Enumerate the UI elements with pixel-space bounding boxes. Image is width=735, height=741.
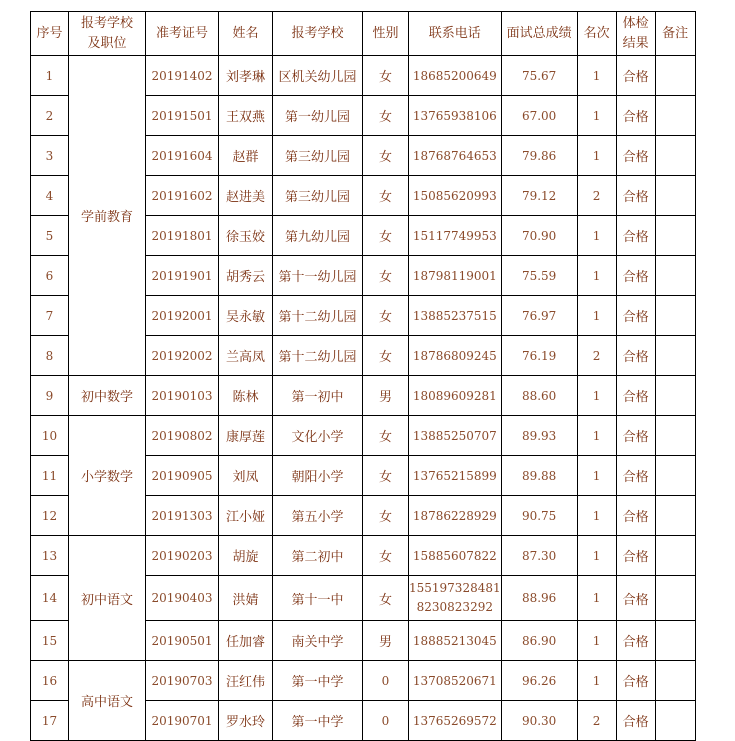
- cell-rank: 1: [577, 456, 616, 496]
- header-health-line1: 体检: [622, 15, 649, 31]
- cell-score: 75.59: [501, 256, 577, 296]
- cell-remark: [655, 576, 695, 621]
- cell-health: 合格: [616, 496, 655, 536]
- cell-gender: 女: [363, 456, 409, 496]
- cell-seq: 13: [31, 536, 69, 576]
- cell-position-group: 小学数学: [69, 416, 146, 536]
- interview-results-table: [30, 11, 696, 741]
- cell-school: 第二初中: [273, 536, 363, 576]
- cell-seq: 2: [31, 96, 69, 136]
- cell-remark: [655, 701, 695, 741]
- cell-school: 第一中学: [273, 701, 363, 741]
- cell-health: 合格: [616, 456, 655, 496]
- cell-phone: 18685200649: [409, 56, 502, 96]
- cell-remark: [655, 496, 695, 536]
- cell-health: 合格: [616, 216, 655, 256]
- cell-school: 南关中学: [273, 621, 363, 661]
- cell-exam-id: 20190501: [146, 621, 219, 661]
- cell-school: 第五小学: [273, 496, 363, 536]
- cell-phone: 13885250707: [409, 416, 502, 456]
- cell-score: 88.60: [501, 376, 577, 416]
- table-row: [31, 536, 696, 576]
- cell-health: 合格: [616, 176, 655, 216]
- cell-seq: 11: [31, 456, 69, 496]
- cell-exam-id: 20190701: [146, 701, 219, 741]
- cell-remark: [655, 256, 695, 296]
- cell-seq: 4: [31, 176, 69, 216]
- cell-phone: 18768764653: [409, 136, 502, 176]
- cell-rank: 1: [577, 56, 616, 96]
- cell-score: 76.97: [501, 296, 577, 336]
- cell-score: 90.30: [501, 701, 577, 741]
- header-position: [69, 12, 146, 56]
- cell-score: 89.88: [501, 456, 577, 496]
- cell-exam-id: 20191604: [146, 136, 219, 176]
- cell-exam-id: 20190802: [146, 416, 219, 456]
- phone-line2: 8230823292: [416, 600, 493, 614]
- cell-rank: 1: [577, 496, 616, 536]
- table-row: [31, 376, 696, 416]
- cell-seq: 14: [31, 576, 69, 621]
- cell-exam-id: 20190103: [146, 376, 219, 416]
- cell-gender: 女: [363, 576, 409, 621]
- cell-phone: 15085620993: [409, 176, 502, 216]
- cell-rank: 2: [577, 701, 616, 741]
- cell-rank: 1: [577, 536, 616, 576]
- cell-name: 罗水玲: [219, 701, 273, 741]
- cell-rank: 1: [577, 136, 616, 176]
- cell-name: 王双燕: [219, 96, 273, 136]
- cell-school: 第九幼儿园: [273, 216, 363, 256]
- cell-score: 76.19: [501, 336, 577, 376]
- header-gender: 性别: [363, 12, 409, 56]
- cell-health: 合格: [616, 416, 655, 456]
- table-row: [31, 56, 696, 96]
- cell-score: 75.67: [501, 56, 577, 96]
- cell-health: 合格: [616, 256, 655, 296]
- cell-position-group: 初中数学: [69, 376, 146, 416]
- cell-name: 刘孝琳: [219, 56, 273, 96]
- cell-school: 第一幼儿园: [273, 96, 363, 136]
- cell-gender: 女: [363, 96, 409, 136]
- cell-gender: 女: [363, 216, 409, 256]
- cell-gender: 男: [363, 376, 409, 416]
- cell-phone: 13708520671: [409, 661, 502, 701]
- cell-exam-id: 20190703: [146, 661, 219, 701]
- cell-school: 第三幼儿园: [273, 136, 363, 176]
- cell-remark: [655, 416, 695, 456]
- cell-remark: [655, 296, 695, 336]
- cell-rank: 1: [577, 216, 616, 256]
- cell-score: 70.90: [501, 216, 577, 256]
- cell-phone: 18089609281: [409, 376, 502, 416]
- cell-health: 合格: [616, 336, 655, 376]
- header-health: [616, 12, 655, 56]
- cell-remark: [655, 96, 695, 136]
- cell-phone: 13885237515: [409, 296, 502, 336]
- cell-health: 合格: [616, 96, 655, 136]
- cell-remark: [655, 376, 695, 416]
- cell-gender: 女: [363, 256, 409, 296]
- cell-score: 79.12: [501, 176, 577, 216]
- cell-phone: 18885213045: [409, 621, 502, 661]
- cell-phone: 15117749953: [409, 216, 502, 256]
- cell-score: 87.30: [501, 536, 577, 576]
- cell-school: 第三幼儿园: [273, 176, 363, 216]
- cell-score: 79.86: [501, 136, 577, 176]
- cell-name: 任加睿: [219, 621, 273, 661]
- cell-phone: 15885607822: [409, 536, 502, 576]
- cell-name: 赵群: [219, 136, 273, 176]
- cell-remark: [655, 56, 695, 96]
- header-phone: 联系电话: [409, 12, 502, 56]
- cell-score: 96.26: [501, 661, 577, 701]
- cell-score: 88.96: [501, 576, 577, 621]
- cell-exam-id: 20191602: [146, 176, 219, 216]
- cell-phone: 13765938106: [409, 96, 502, 136]
- header-seq: 序号: [31, 12, 69, 56]
- header-rank: 名次: [577, 12, 616, 56]
- cell-exam-id: 20190403: [146, 576, 219, 621]
- cell-seq: 1: [31, 56, 69, 96]
- cell-seq: 8: [31, 336, 69, 376]
- cell-school: 第十二幼儿园: [273, 296, 363, 336]
- cell-school: 文化小学: [273, 416, 363, 456]
- cell-name: 康厚莲: [219, 416, 273, 456]
- cell-seq: 10: [31, 416, 69, 456]
- cell-gender: 女: [363, 536, 409, 576]
- cell-position-group: 初中语文: [69, 536, 146, 661]
- cell-name: 兰高凤: [219, 336, 273, 376]
- cell-gender: 女: [363, 496, 409, 536]
- cell-name: 赵进美: [219, 176, 273, 216]
- header-exam-id: 准考证号: [146, 12, 219, 56]
- cell-name: 汪红伟: [219, 661, 273, 701]
- header-score: 面试总成绩: [501, 12, 577, 56]
- cell-remark: [655, 216, 695, 256]
- cell-rank: 1: [577, 661, 616, 701]
- cell-remark: [655, 336, 695, 376]
- cell-gender: 女: [363, 336, 409, 376]
- cell-name: 洪婧: [219, 576, 273, 621]
- cell-exam-id: 20192002: [146, 336, 219, 376]
- cell-phone: 13765215899: [409, 456, 502, 496]
- cell-school: 朝阳小学: [273, 456, 363, 496]
- cell-phone: 18786228929: [409, 496, 502, 536]
- cell-exam-id: 20191402: [146, 56, 219, 96]
- cell-exam-id: 20191801: [146, 216, 219, 256]
- cell-school: 区机关幼儿园: [273, 56, 363, 96]
- cell-health: 合格: [616, 621, 655, 661]
- cell-name: 陈林: [219, 376, 273, 416]
- cell-exam-id: 20191303: [146, 496, 219, 536]
- cell-phone: 13765269572: [409, 701, 502, 741]
- cell-exam-id: 20190203: [146, 536, 219, 576]
- cell-school: 第十一幼儿园: [273, 256, 363, 296]
- header-name: 姓名: [219, 12, 273, 56]
- cell-phone: 18798119001: [409, 256, 502, 296]
- cell-rank: 1: [577, 416, 616, 456]
- cell-score: 90.75: [501, 496, 577, 536]
- cell-gender: 0: [363, 661, 409, 701]
- cell-health: 合格: [616, 661, 655, 701]
- header-remark: 备注: [655, 12, 695, 56]
- cell-seq: 9: [31, 376, 69, 416]
- cell-health: 合格: [616, 536, 655, 576]
- cell-gender: 女: [363, 296, 409, 336]
- cell-name: 刘凤: [219, 456, 273, 496]
- cell-rank: 1: [577, 621, 616, 661]
- table-row: [31, 416, 696, 456]
- cell-name: 江小娅: [219, 496, 273, 536]
- cell-name: 胡旋: [219, 536, 273, 576]
- header-position-line2: 及职位: [87, 35, 127, 51]
- cell-phone: 18786809245: [409, 336, 502, 376]
- cell-score: 86.90: [501, 621, 577, 661]
- cell-exam-id: 20192001: [146, 296, 219, 336]
- cell-seq: 6: [31, 256, 69, 296]
- cell-rank: 1: [577, 256, 616, 296]
- cell-gender: 女: [363, 176, 409, 216]
- cell-school: 第十二幼儿园: [273, 336, 363, 376]
- cell-health: 合格: [616, 56, 655, 96]
- header-health-line2: 结果: [622, 35, 649, 51]
- cell-seq: 7: [31, 296, 69, 336]
- header-position-line1: 报考学校: [80, 15, 133, 31]
- cell-health: 合格: [616, 376, 655, 416]
- cell-school: 第一初中: [273, 376, 363, 416]
- cell-rank: 2: [577, 176, 616, 216]
- cell-health: 合格: [616, 701, 655, 741]
- cell-health: 合格: [616, 576, 655, 621]
- cell-gender: 男: [363, 621, 409, 661]
- cell-exam-id: 20191901: [146, 256, 219, 296]
- cell-remark: [655, 136, 695, 176]
- cell-gender: 女: [363, 136, 409, 176]
- cell-school: 第一中学: [273, 661, 363, 701]
- cell-position-group: 学前教育: [69, 56, 146, 376]
- cell-seq: 5: [31, 216, 69, 256]
- header-row: [31, 12, 696, 56]
- cell-health: 合格: [616, 296, 655, 336]
- header-school: 报考学校: [273, 12, 363, 56]
- cell-seq: 17: [31, 701, 69, 741]
- phone-line1: 155197328481: [409, 581, 501, 595]
- cell-rank: 2: [577, 336, 616, 376]
- cell-rank: 1: [577, 376, 616, 416]
- cell-phone: [409, 576, 502, 621]
- cell-remark: [655, 456, 695, 496]
- cell-name: 吴永敏: [219, 296, 273, 336]
- cell-rank: 1: [577, 576, 616, 621]
- cell-gender: 女: [363, 416, 409, 456]
- cell-exam-id: 20190905: [146, 456, 219, 496]
- cell-position-group: 高中语文: [69, 661, 146, 741]
- cell-score: 89.93: [501, 416, 577, 456]
- cell-gender: 0: [363, 701, 409, 741]
- cell-score: 67.00: [501, 96, 577, 136]
- cell-seq: 15: [31, 621, 69, 661]
- table-row: [31, 661, 696, 701]
- cell-remark: [655, 661, 695, 701]
- cell-school: 第十一中: [273, 576, 363, 621]
- cell-health: 合格: [616, 136, 655, 176]
- cell-exam-id: 20191501: [146, 96, 219, 136]
- cell-rank: 1: [577, 96, 616, 136]
- cell-seq: 12: [31, 496, 69, 536]
- cell-remark: [655, 176, 695, 216]
- cell-remark: [655, 536, 695, 576]
- cell-rank: 1: [577, 296, 616, 336]
- cell-seq: 3: [31, 136, 69, 176]
- cell-seq: 16: [31, 661, 69, 701]
- cell-gender: 女: [363, 56, 409, 96]
- cell-name: 胡秀云: [219, 256, 273, 296]
- cell-name: 徐玉姣: [219, 216, 273, 256]
- cell-remark: [655, 621, 695, 661]
